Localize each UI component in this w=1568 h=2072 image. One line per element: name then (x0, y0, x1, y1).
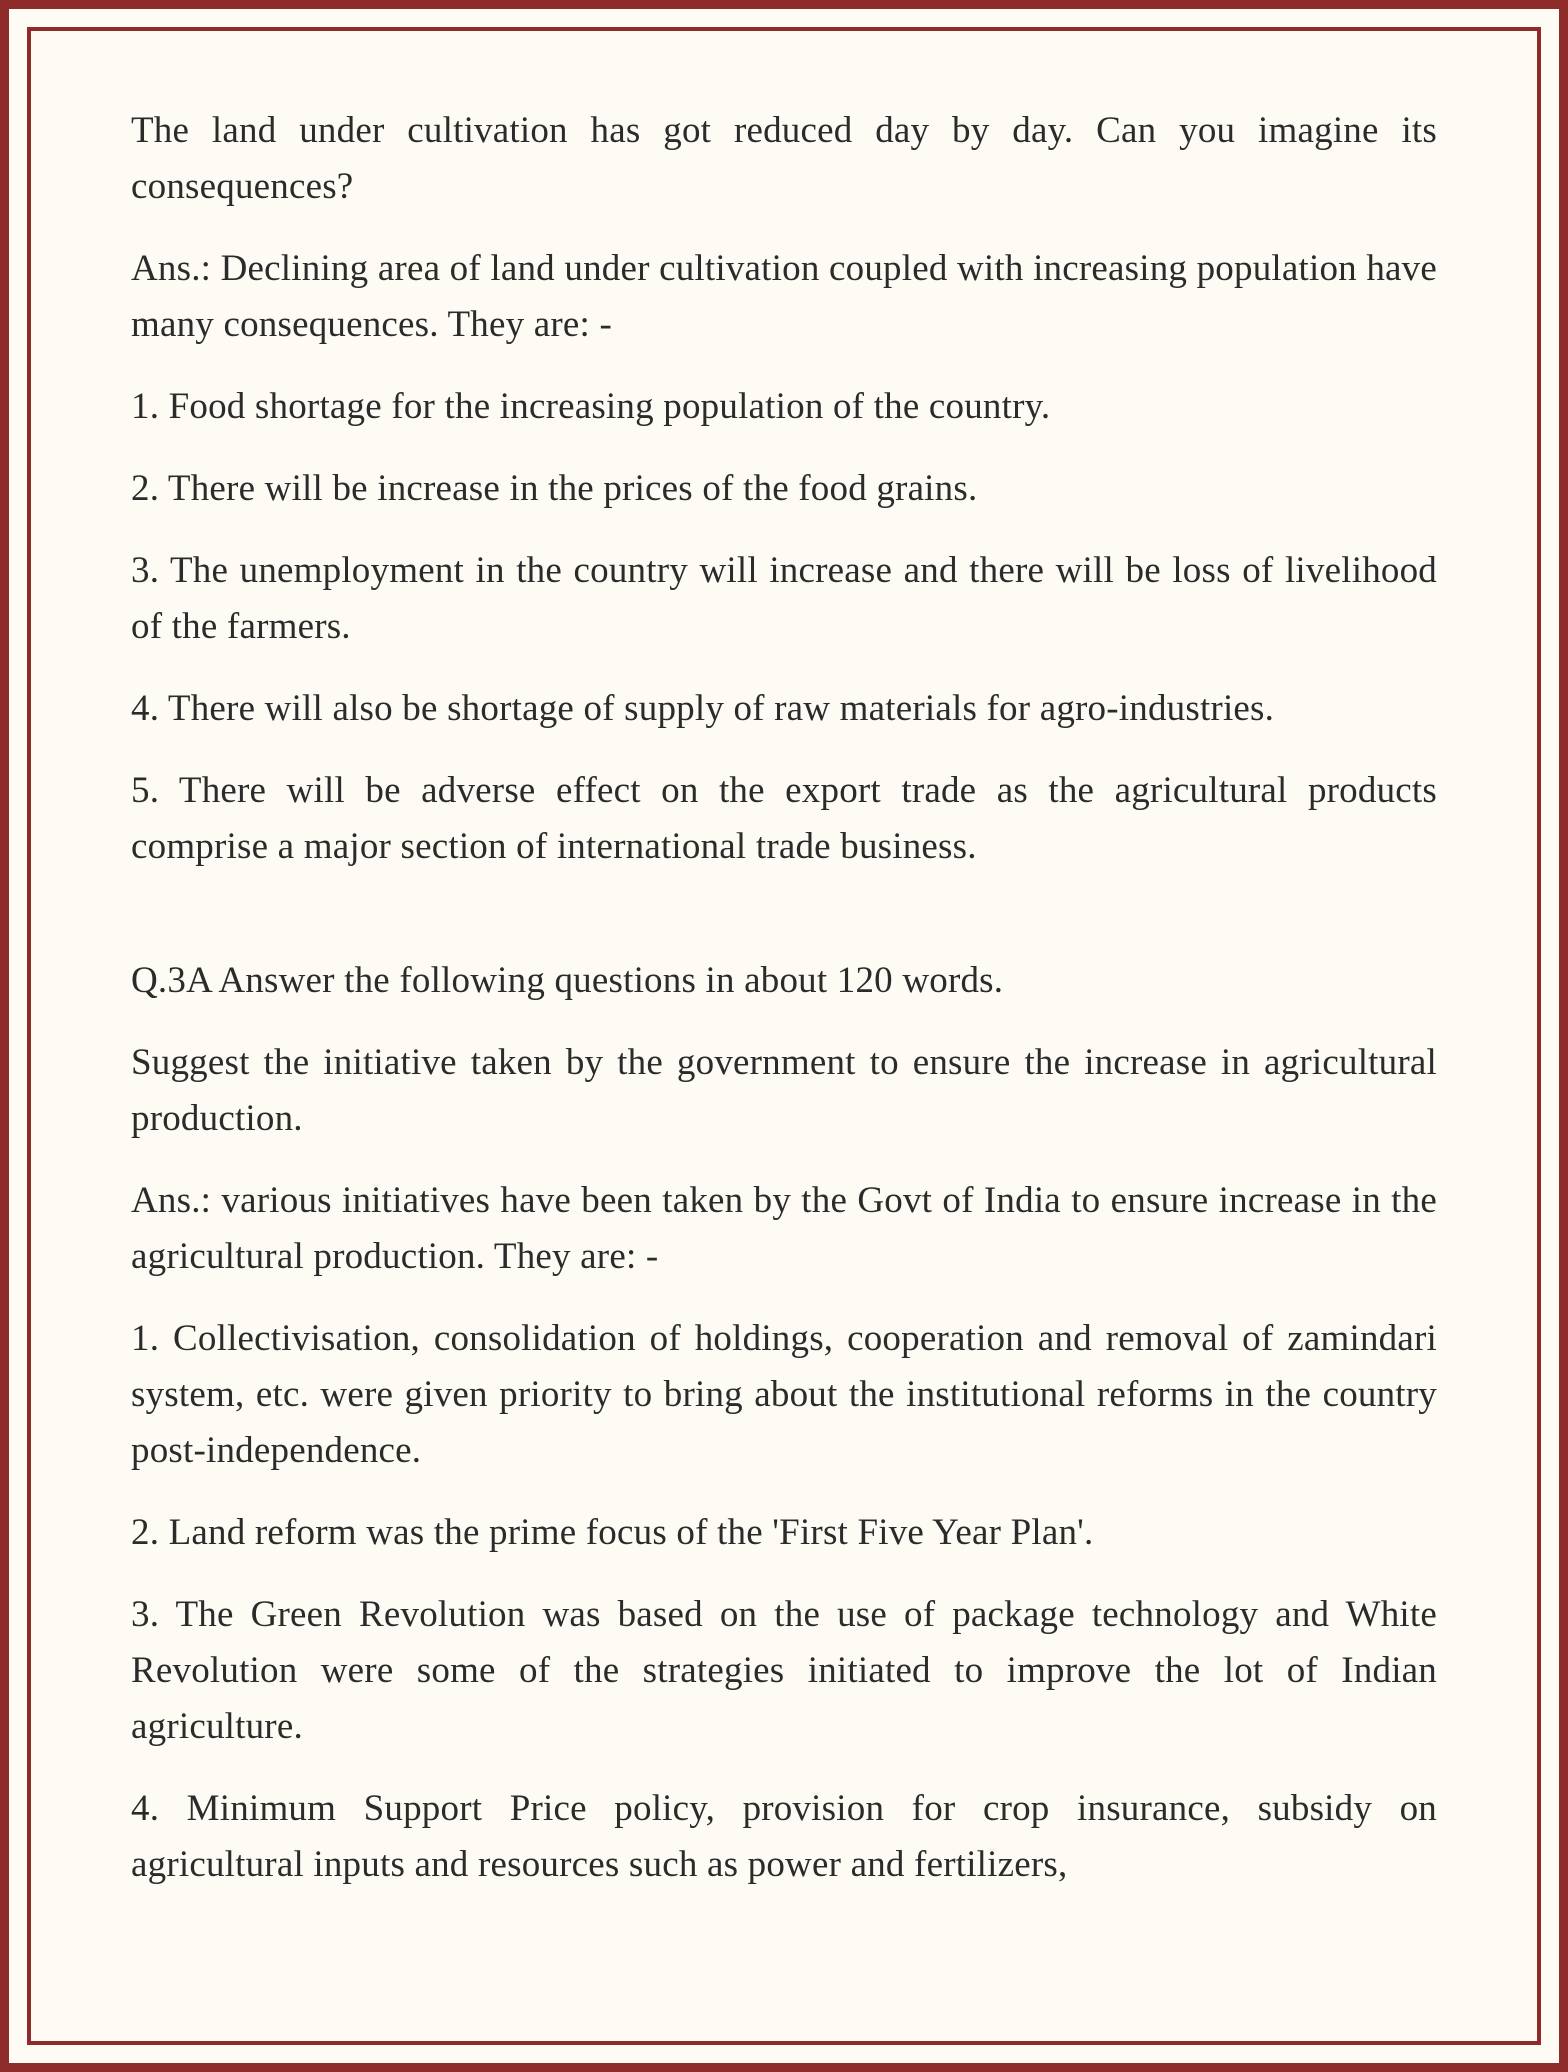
question-3a-heading: Q.3A Answer the following questions in about 120 words. (131, 960, 1004, 1001)
answer-2-point-5: 5. There will be adverse effect on the export trade as the agricultural products comprise a major section of international trade business. (131, 770, 1437, 867)
answer-2-intro: Ans.: Declining area of land under cultivation coupled with increasing population have many consequences. They are: - (131, 248, 1437, 345)
answer-3a-point-2: 2. Land reform was the prime focus of the 'First Five Year Plan'. (131, 1512, 1094, 1553)
answer-3a-point-3: 3. The Green Revolution was based on the use of package technology and White Revolution were some of the strategies initiated to improve the lot of Indian agriculture. (131, 1594, 1437, 1747)
document-page (27, 27, 1541, 2045)
answer-2-point-3: 3. The unemployment in the country will increase and there will be loss of livelihood of the farmers. (131, 550, 1437, 647)
answer-3a-point-4: 4. Minimum Support Price policy, provision for crop insurance, subsidy on agricultural inputs and resources such as power and fertilizers, (131, 1788, 1437, 1885)
answer-3a-point-1: 1. Collectivisation, consolidation of holdings, cooperation and removal of zamindari system, etc. were given priority to bring about the institutional reforms in the country post-independence. (131, 1318, 1437, 1471)
question-3a-prompt: Suggest the initiative taken by the government to ensure the increase in agricultural production. (131, 1042, 1437, 1139)
answer-2-point-1: 1. Food shortage for the increasing population of the country. (131, 386, 1051, 427)
answer-3a-intro: Ans.: various initiatives have been taken by the Govt of India to ensure increase in the agricultural production. They are: - (131, 1180, 1437, 1277)
answer-2-point-4: 4. There will also be shortage of supply of raw materials for agro-industries. (131, 688, 1275, 729)
answer-2-point-2: 2. There will be increase in the prices of the food grains. (131, 468, 978, 509)
question-2-prompt: The land under cultivation has got reduced day by day. Can you imagine its consequences? (131, 110, 1437, 207)
